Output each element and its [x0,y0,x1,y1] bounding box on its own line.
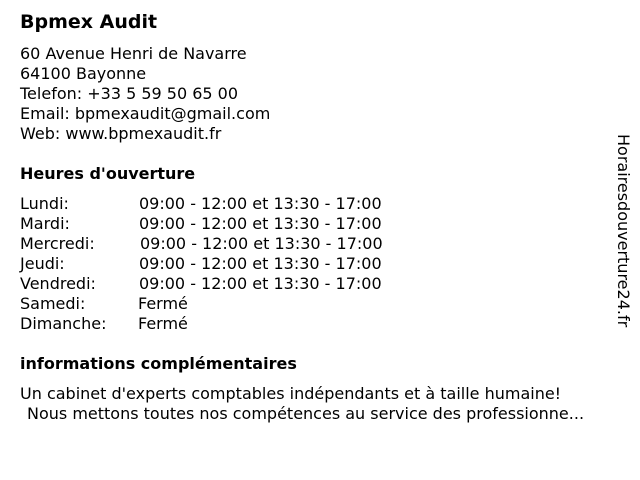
street-address: 60 Avenue Henri de Navarre [20,44,247,63]
hours-row-monday [20,194,440,214]
opening-hours-table [20,194,440,334]
website-address: Web: www.bpmexaudit.fr [20,124,222,143]
day-hours: 09:00 - 12:00 et 13:30 - 17:00 [139,254,382,273]
day-label: Samedi: [20,294,86,313]
day-label: Mardi: [20,214,70,233]
day-hours: 09:00 - 12:00 et 13:30 - 17:00 [139,274,382,293]
email-address: Email: bpmexaudit@gmail.com [20,104,271,123]
contact-block [20,44,270,144]
additional-info-text [20,384,584,424]
phone-number: Telefon: +33 5 59 50 65 00 [20,84,239,103]
hours-row-saturday [20,294,440,314]
additional-info-line-1: Un cabinet d'experts comptables indépendants et à taille humaine! [20,384,562,403]
hours-row-tuesday [20,214,440,234]
day-label: Lundi: [20,194,69,213]
day-label: Mercredi: [20,234,95,253]
day-hours: 09:00 - 12:00 et 13:30 - 17:00 [139,194,382,213]
additional-info-line-2: Nous mettons toutes nos compétences au service des professionne... [27,404,585,423]
day-hours: Fermé [138,294,188,313]
hours-row-wednesday [20,234,440,254]
opening-hours-heading: Heures d'ouverture [20,164,196,183]
day-hours: 09:00 - 12:00 et 13:30 - 17:00 [139,214,382,233]
hours-row-sunday [20,314,440,334]
day-label: Jeudi: [20,254,65,273]
business-name: Bpmex Audit [20,11,158,33]
city-postcode: 64100 Bayonne [20,64,147,83]
day-hours: Fermé [138,314,188,333]
day-hours: 09:00 - 12:00 et 13:30 - 17:00 [140,234,383,253]
day-label: Vendredi: [20,274,96,293]
day-label: Dimanche: [20,314,107,333]
hours-row-thursday [20,254,440,274]
site-watermark: Horairesdouverture24.fr [614,134,633,328]
hours-row-friday [20,274,440,294]
additional-info-heading: informations complémentaires [20,354,297,373]
